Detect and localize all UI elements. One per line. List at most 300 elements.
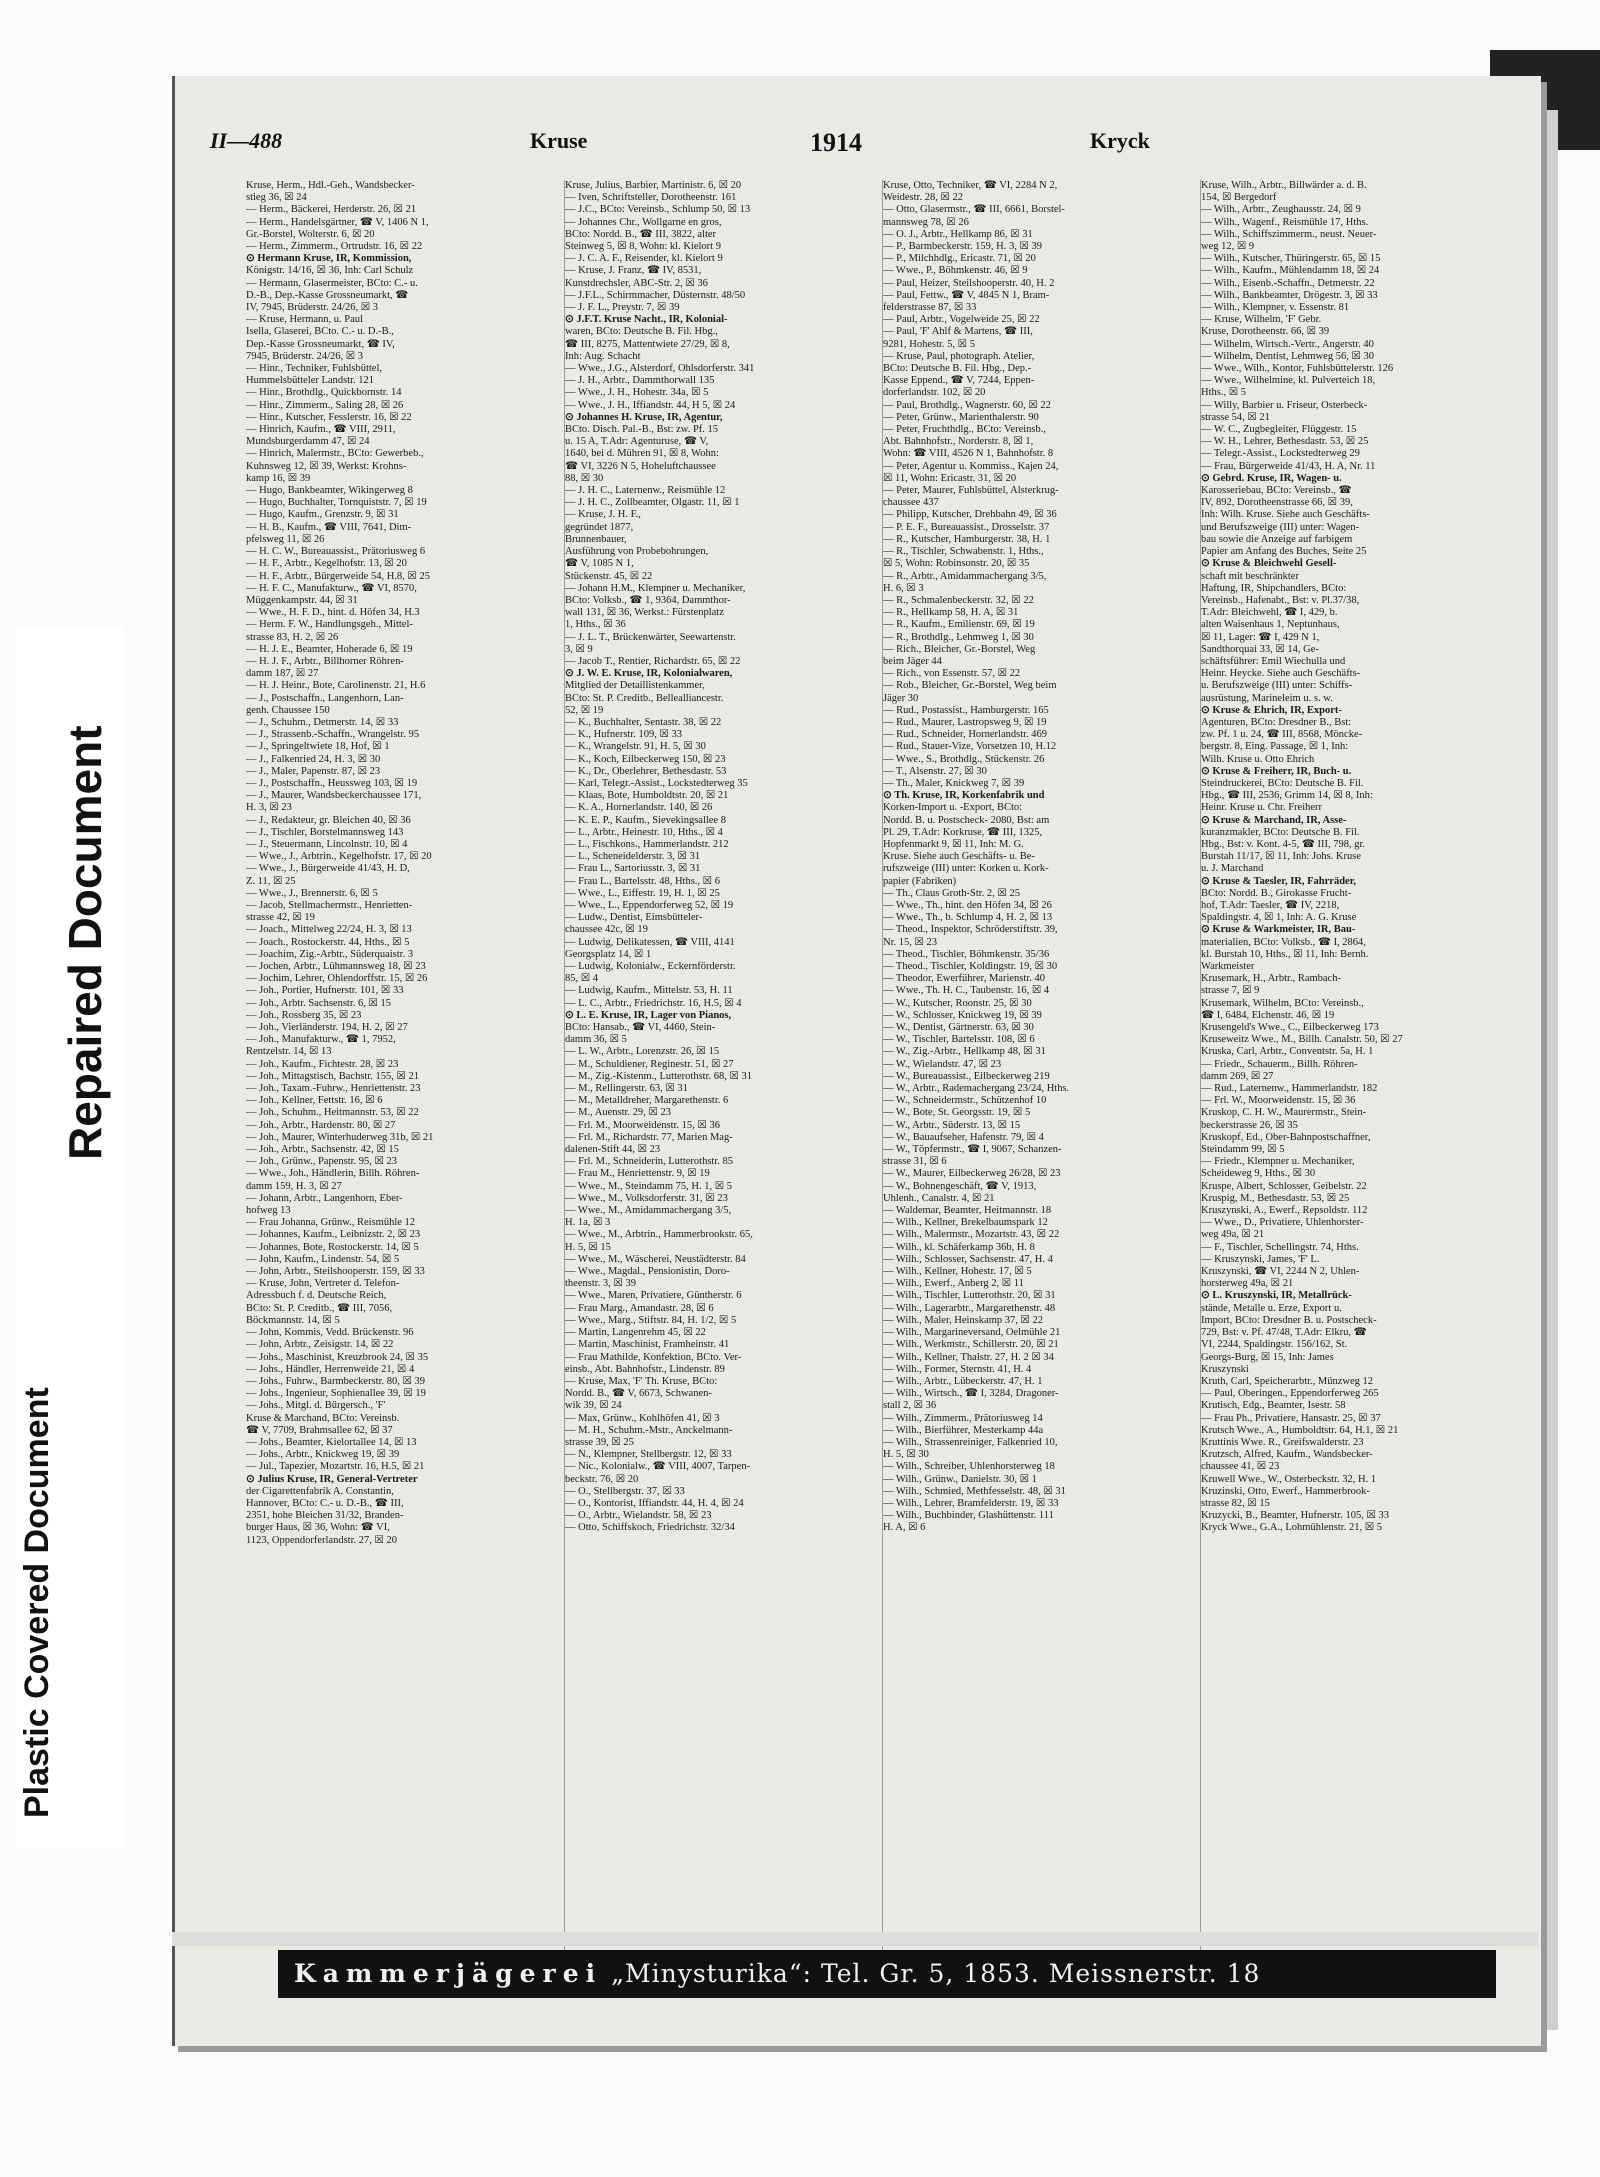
directory-line: Kruse, Otto, Techniker, ☎ VI, 2284 N 2, — [883, 180, 1058, 191]
directory-line: — Joh., Arbtr., Hardenstr. 80, ☒ 27 — [246, 1119, 396, 1131]
directory-column-4 — [1200, 180, 1501, 1950]
directory-line: — Ludwig, Delikatessen, ☎ VIII, 4141 — [565, 936, 735, 948]
directory-line: Kruspig, M., Bethesdastr. 53, ☒ 25 — [1201, 1192, 1350, 1204]
directory-line: — W., Tischler, Bartelsstr. 108, ☒ 6 — [883, 1034, 1035, 1046]
directory-line: kl. Burstah 10, Hths., ☒ 11, Inh: Bernh. — [1201, 948, 1369, 960]
directory-line: 85, ☒ 4 — [565, 973, 599, 985]
directory-line: — M., Schuldiener, Reginestr. 51, ☒ 27 — [565, 1058, 734, 1070]
directory-line: — Martin, Langenrehm 45, ☒ 22 — [565, 1327, 706, 1339]
directory-line: — J., Maler, Papenstr. 87, ☒ 23 — [246, 765, 381, 777]
directory-line: — Wwe., Th., hint. den Höfen 34, ☒ 26 — [883, 899, 1052, 911]
directory-columns — [246, 180, 1500, 1950]
directory-line: — Wilh., Klempner, v. Essenstr. 81 — [1201, 302, 1350, 314]
directory-line: Krusengeld's Wwe., C., Eilbeckerweg 173 — [1201, 1022, 1379, 1034]
directory-line: — Wilh., Ewerf., Anberg 2, ☒ 11 — [883, 1278, 1024, 1290]
directory-line: dorferlandstr. 102, ☒ 20 — [883, 387, 986, 399]
directory-line: — J., Schuhm., Detmerstr. 14, ☒ 33 — [246, 716, 399, 728]
directory-line: pfelsweg 11, ☒ 26 — [246, 533, 325, 545]
directory-line: — W., Bohnengeschäft, ☎ V, 1913, — [883, 1180, 1037, 1192]
directory-line: — Telegr.-Assist., Lockstedterweg 29 — [1201, 448, 1360, 460]
directory-line: 1, Hths., ☒ 36 — [565, 619, 626, 631]
directory-line: — Wilh., Werkmstr., Schillerstr. 20, ☒ 21 — [883, 1339, 1059, 1351]
directory-line: — O. J., Arbtr., Hellkamp 86, ☒ 31 — [883, 228, 1033, 240]
directory-line: — O., Stellbergstr. 37, ☒ 33 — [565, 1485, 685, 1497]
directory-line: — K. A., Hornerlandstr. 140, ☒ 26 — [565, 802, 713, 814]
directory-line: — Wwe., Th., b. Schlump 4, H. 2, ☒ 13 — [883, 912, 1053, 924]
directory-line: — Paul, Heizer, Steilshooperstr. 40, H. 2 — [883, 277, 1055, 289]
directory-line: Import, BCto: Dresdner B. u. Postscheck- — [1201, 1314, 1377, 1326]
directory-line: — W., Bureauassist., Eilbeckerweg 219 — [883, 1070, 1050, 1082]
directory-line: 1640, bei d. Mühren 91, ☒ 8, Wohn: — [565, 448, 719, 460]
directory-line: — Kruse, Hermann, u. Paul — [246, 314, 363, 326]
directory-line: bau sowie die Anzeige auf farbigem — [1201, 533, 1353, 545]
directory-line: BCto. Disch. Pal.-B., Bst: zw. Pf. 15 — [565, 424, 719, 436]
directory-line: — Wilh., Schmied, Methfesselstr. 48, ☒ 31 — [883, 1485, 1066, 1497]
directory-line: — Kruse, J. Franz, ☎ IV, 8531, — [565, 265, 702, 277]
directory-line: BCto: St. P. Creditb., Bellealliancestr. — [565, 692, 724, 704]
directory-column-2 — [564, 180, 865, 1950]
directory-line: Papier am Anfang des Buches, Seite 25 — [1201, 546, 1367, 558]
directory-line: — Wwe., J., Brennerstr. 6, ☒ 5 — [246, 887, 378, 899]
directory-line: Sandthorquai 33, ☒ 14, Ge- — [1201, 643, 1319, 655]
directory-line: — W., Maurer, Eilbeckerweg 26/28, ☒ 23 — [883, 1168, 1061, 1180]
directory-line: dalenen-Stift 44, ☒ 23 — [565, 1144, 661, 1156]
directory-line: — H. J. Heinr., Bote, Carolinenstr. 21, H.6 — [246, 680, 426, 692]
directory-line: — Hinrich, Kaufm., ☎ VIII, 2911, — [246, 424, 396, 436]
directory-line: BCto: Nordd. B., ☎ III, 3822, alter — [565, 228, 717, 240]
header-left-word: Kruse — [530, 128, 588, 153]
directory-line: 7945, Brüderstr. 24/26, ☒ 3 — [246, 350, 364, 362]
directory-line: — Wilh., Maler, Heinskamp 37, ☒ 22 — [883, 1314, 1044, 1326]
directory-line: — H. F., Arbtr., Bürgerweide 54, H.8, ☒ 25 — [246, 570, 430, 582]
directory-line: — Waldemar, Beamter, Heitmannstr. 18 — [883, 1205, 1052, 1217]
directory-line: — T., Alsenstr. 27, ☒ 30 — [883, 765, 987, 777]
directory-line: hof, T.Adr: Taesler, ☎ IV, 2218, — [1201, 899, 1340, 911]
directory-line: — J. C. A. F., Reisender, kl. Kielort 9 — [565, 253, 723, 265]
directory-line: ⊙ Kruse & Warkmeister, IR, Bau- — [1201, 924, 1356, 936]
directory-line: Brunnenbauer, — [565, 533, 627, 545]
directory-line: — K., Hufnerstr. 109, ☒ 33 — [565, 729, 683, 741]
directory-line: — Wwe., M., Amidammachergang 3/5, — [565, 1205, 732, 1217]
directory-line: — Joh., Maurer, Winterhuderweg 31b, ☒ 21 — [246, 1131, 434, 1143]
directory-line: — Frau, Bürgerweide 41/43, H. A, Nr. 11 — [1201, 460, 1376, 472]
directory-line: Krutsch Wwe., A., Humboldtstr. 64, H.1, ☒ 21 — [1201, 1424, 1399, 1436]
directory-line: — J.C., BCto: Vereinsb., Schlump 50, ☒ 13 — [565, 204, 751, 216]
directory-line: Agenturen, BCto: Dresdner B., Bst: — [1201, 716, 1352, 728]
directory-line: — W. C., Zugbegleiter, Flüggestr. 15 — [1201, 424, 1357, 436]
directory-line: Jäger 30 — [883, 692, 919, 704]
directory-line: — H. C. W., Bureauassist., Prätoriusweg 6 — [246, 546, 426, 558]
directory-line: ⊙ Kruse & Bleichwehl Gesell- — [1201, 558, 1337, 570]
directory-line: — Wilh., Kellner, Thalstr. 27, H. 2 ☒ 34 — [883, 1351, 1054, 1363]
directory-line: H. 1a, ☒ 3 — [565, 1217, 611, 1229]
directory-line: — Frau Ph., Privatiere, Hansastr. 25, ☒ 37 — [1201, 1412, 1381, 1424]
directory-line: — Frau L., Bartelsstr. 48, Hths., ☒ 6 — [565, 875, 720, 887]
directory-line: der Cigarettenfabrik A. Constantin, — [246, 1485, 394, 1497]
directory-line: — W. H., Lehrer, Bethesdastr. 53, ☒ 25 — [1201, 436, 1369, 448]
directory-line: — Johs., Händler, Herrenweide 21, ☒ 4 — [246, 1363, 415, 1375]
directory-line: — H. F., Arbtr., Kegelhofstr. 13, ☒ 20 — [246, 558, 407, 570]
directory-line: Mundsburgerdamm 47, ☒ 24 — [246, 436, 370, 448]
directory-line: chaussee 437 — [883, 497, 939, 509]
directory-line: Z. 11, ☒ 25 — [246, 875, 296, 887]
directory-line: — Herm., Bäckerei, Herderstr. 26, ☒ 21 — [246, 204, 417, 216]
directory-line: — Hinr., Kutscher, Fesslerstr. 16, ☒ 22 — [246, 411, 412, 423]
directory-line: T.Adr: Bleichwehl, ☎ I, 429, b. — [1201, 607, 1338, 619]
directory-line: — Wilh., Malermstr., Mozartstr. 43, ☒ 22 — [883, 1229, 1060, 1241]
directory-line: hofweg 13 — [246, 1205, 291, 1217]
directory-line: — M. H., Schuhm.-Mstr., Anckelmann- — [565, 1424, 733, 1436]
directory-line: — Frau Johanna, Grünw., Reismühle 12 — [246, 1217, 416, 1229]
directory-line: — J., Redakteur, gr. Bleichen 40, ☒ 36 — [246, 814, 411, 826]
directory-line: Hopfenmarkt 9, ☒ 11, Inh: M. G. — [883, 838, 1024, 850]
directory-line: chaussee 42c, ☒ 19 — [565, 924, 648, 936]
directory-line: — Wilh., Wagenf., Reismühle 17, Hths. — [1201, 216, 1369, 228]
directory-line: — Joh., Manufakturw., ☎ 1, 7952, — [246, 1034, 396, 1046]
directory-line: Kruse, Herm., Hdl.-Geh., Wandsbecker- — [246, 180, 415, 191]
directory-line: — Otto, Schiffskoch, Friedrichstr. 32/34 — [565, 1522, 735, 1534]
directory-line: — Wwe., M., Wäscherei, Neustädterstr. 84 — [565, 1253, 746, 1265]
page-header — [210, 128, 1490, 164]
directory-line: strasse 39, ☒ 25 — [565, 1436, 634, 1448]
directory-line: theenstr. 3, ☒ 39 — [565, 1278, 636, 1290]
directory-line: — Max, Grünw., Kohlhöfen 41, ☒ 3 — [565, 1412, 720, 1424]
directory-line: Mitglied der Detaillistenkammer, — [565, 680, 705, 692]
directory-line: Warkmeister — [1201, 961, 1255, 972]
directory-line: ⊙ J. W. E. Kruse, IR, Kolonialwaren, — [565, 668, 733, 680]
directory-line: — Jacob T., Rentier, Richardstr. 65, ☒ 22 — [565, 655, 741, 667]
directory-line: — R., Brothdlg., Lehmweg 1, ☒ 30 — [883, 631, 1034, 643]
directory-line: — Joh., Arbtr., Sachsenstr. 42, ☒ 15 — [246, 1144, 399, 1156]
directory-line: Kruttinis Wwe. R., Greifswalderstr. 23 — [1201, 1436, 1364, 1448]
directory-line: u. 15 A, T.Adr: Agenturuse, ☎ V, — [565, 436, 709, 448]
directory-line: — Wilh., Tischler, Lutterothstr. 20, ☒ 31 — [883, 1290, 1056, 1302]
directory-line: — R., Schmalenbeckerstr. 32, ☒ 22 — [883, 594, 1034, 606]
directory-line: — Kruse, J. H. F., — [565, 509, 641, 521]
directory-line: Kruszynski — [1201, 1363, 1249, 1375]
directory-column-3 — [882, 180, 1183, 1950]
page-number: II—488 — [210, 128, 283, 153]
directory-line: — Kruse, Max, 'F' Th. Kruse, BCto: — [565, 1375, 718, 1387]
directory-line: — Willy, Barbier u. Friseur, Osterbeck- — [1201, 399, 1368, 411]
directory-line: Burstah 11/17, ☒ 11, Inh: Johs. Kruse — [1201, 851, 1362, 863]
directory-line: Kruszynski, A., Ewerf., Repsoldstr. 112 — [1201, 1205, 1368, 1217]
directory-line: Nordd. B., ☎ V, 6673, Schwanen- — [565, 1388, 712, 1400]
directory-line: — J., Maurer, Wandsbeckerchaussee 171, — [246, 790, 422, 802]
repaired-document-label: Repaired Document — [59, 725, 111, 1160]
directory-line: — J., Postschaffn., Heussweg 103, ☒ 19 — [246, 777, 418, 789]
directory-line: — R., Hellkamp 58, H. A, ☒ 31 — [883, 607, 1019, 619]
directory-line: — Wilh., Bankbeamter, Drögestr. 3, ☒ 33 — [1201, 289, 1378, 301]
directory-line: — O., Arbtr., Wielandstr. 58, ☒ 23 — [565, 1510, 712, 1522]
directory-line: — Johs., Fuhrw., Barmbeckerstr. 80, ☒ 39 — [246, 1375, 426, 1387]
directory-line: — Rud., Maurer, Lastropsweg 9, ☒ 19 — [883, 716, 1047, 728]
directory-line: — Peter, Maurer, Fuhlsbüttel, Alsterkrug- — [883, 485, 1059, 497]
directory-line: — Wilh., Kutscher, Thüringerstr. 65, ☒ 15 — [1201, 253, 1381, 265]
directory-line: — Wilh., Schreiber, Uhlenhorsterweg 18 — [883, 1461, 1055, 1473]
directory-line: — L. W., Arbtr., Lorenzstr. 26, ☒ 15 — [565, 1046, 720, 1058]
directory-line: — J. H., Arbtr., Dammthorwall 135 — [565, 375, 715, 387]
directory-line: — Wilh., Grünw., Danielstr. 30, ☒ 1 — [883, 1473, 1037, 1485]
directory-line: H. 6, ☒ 3 — [883, 582, 924, 594]
directory-line: — Klaas, Bote, Humboldtstr. 20, ☒ 21 — [565, 790, 729, 802]
directory-line: Hths., ☒ 5 — [1201, 387, 1246, 399]
directory-line: — L., Scheneidelderstr. 3, ☒ 31 — [565, 851, 701, 863]
directory-line: — Wilh., Kellner, Brekelbaumspark 12 — [883, 1217, 1048, 1229]
directory-line: Müggenkampstr. 44, ☒ 31 — [246, 594, 358, 606]
directory-line: — Joh., Rossberg 35, ☒ 23 — [246, 1009, 362, 1021]
directory-line: — J. H. C., Zollbeamter, Olgastr. 11, ☒ 1 — [565, 497, 740, 509]
directory-line: Kruzycki, B., Beamter, Hufnerstr. 105, ☒ 33 — [1201, 1510, 1390, 1522]
directory-line: zw. Pf. 1 u. 24, ☎ III, 8568, Mönckе- — [1201, 729, 1363, 741]
directory-line: — L. C., Arbtr., Friedrichstr. 16, H.5, ☒ 4 — [565, 997, 742, 1009]
directory-line: einsb., Abt. Bahnhofstr., Lindenstr. 89 — [565, 1363, 725, 1375]
directory-line: damm 159, H. 3, ☒ 27 — [246, 1180, 342, 1192]
directory-line: — R., Kutscher, Hamburgerstr. 38, H. 1 — [883, 533, 1051, 545]
directory-line: Haftung, IR, Shipchandlers, BCto: — [1201, 582, 1347, 594]
directory-line: — Johs., Mitgl. d. Bürgersch., 'F' — [246, 1400, 386, 1412]
directory-line: Ausführung von Probebohrungen, — [565, 546, 709, 558]
directory-line: — Joh., Schuhm., Heitmannstr. 53, ☒ 22 — [246, 1107, 419, 1119]
directory-line: — Wilh., Eisenb.-Schaffn., Detmerstr. 22 — [1201, 277, 1375, 289]
directory-line: Hbg., Bst: v. Kont. 4-5, ☎ III, 798, gr. — [1201, 838, 1366, 850]
directory-line: chaussee 41, ☒ 23 — [1201, 1461, 1280, 1473]
directory-line: — P., Barmbeckerstr. 159, H. 3, ☒ 39 — [883, 241, 1043, 253]
directory-line: mannsweg 78, ☒ 26 — [883, 216, 969, 228]
directory-line: — Wwe., M., Volksdorferstr. 31, ☒ 23 — [565, 1192, 728, 1204]
directory-line: materialien, BCto: Volksb., ☎ I, 2864, — [1201, 936, 1366, 948]
directory-line: — Joh., Kellner, Fettstr. 16, ☒ 6 — [246, 1095, 383, 1107]
directory-line: damm 187, ☒ 27 — [246, 668, 319, 680]
directory-line: Krusemark, H., Arbtr., Rambach- — [1201, 973, 1341, 985]
directory-line: strasse 31, ☒ 6 — [883, 1156, 947, 1168]
directory-line: — Joach., Mittelweg 22/24, H. 3, ☒ 13 — [246, 924, 412, 936]
directory-line: — R., Tischler, Schwabenstr. 1, Hths., — [883, 546, 1044, 558]
directory-line: Krusemark, Wilhelm, BCto: Vereinsb., — [1201, 997, 1364, 1009]
directory-line: — Th., Claus Groth-Str. 2, ☒ 25 — [883, 887, 1020, 899]
directory-line: kamp 16, ☒ 39 — [246, 472, 311, 484]
directory-line: H. 5, ☒ 15 — [565, 1241, 611, 1253]
directory-line: Böckmannstr. 14, ☒ 5 — [246, 1314, 340, 1326]
directory-line: schäftsführer: Emil Wiechulla und — [1201, 655, 1346, 667]
directory-line: — Wilh., Kaufm., Mühlendamm 18, ☒ 24 — [1201, 265, 1380, 277]
directory-line: u. Berufszweige (III) unter: Schiffs- — [1201, 680, 1353, 692]
directory-line: D.-B., Dep.-Kasse Grossneumarkt, ☎ — [246, 289, 409, 301]
directory-line: wall 131, ☒ 36, Werkst.: Fürstenplatz — [565, 607, 724, 619]
directory-line: — Wilh., Former, Sternstr. 41, H. 4 — [883, 1363, 1032, 1375]
directory-line: — Rud., Schneider, Hornerlandstr. 469 — [883, 729, 1048, 741]
directory-line: felderstrasse 87, ☒ 33 — [883, 302, 977, 314]
directory-line: bergstr. 8, Eing. Passage, ☒ 1, Inh: — [1201, 741, 1349, 753]
directory-line: — Hugo, Bankbeamter, Wikingerweg 8 — [246, 485, 413, 497]
directory-line: 1123, Oppendorferlandstr. 27, ☒ 20 — [246, 1534, 398, 1546]
directory-line: — R., Kaufm., Emilienstr. 69, ☒ 19 — [883, 619, 1035, 631]
directory-line: — Iven, Schriftsteller, Dorotheenstr. 161 — [565, 192, 737, 204]
directory-line: — Frl. M., Moorweidenstr. 15, ☒ 36 — [565, 1119, 720, 1131]
directory-line: beckstr. 76, ☒ 20 — [565, 1473, 639, 1485]
directory-line: — Joh., Taxam.-Fuhrw., Henriettenstr. 23 — [246, 1083, 421, 1095]
directory-line: Georgsplatz 14, ☒ 1 — [565, 948, 652, 960]
directory-line: Steinweg 5, ☒ 8, Wohn: kl. Kielort 9 — [565, 241, 721, 253]
directory-line: Weidestr. 28, ☒ 22 — [883, 192, 964, 204]
directory-line: Kruspe, Albert, Schlosser, Geibelstr. 22 — [1201, 1180, 1367, 1192]
directory-line: Kruska, Carl, Arbtr., Conventstr. 5a, H. 1 — [1201, 1046, 1374, 1058]
directory-line: ⊙ L. Kruszynski, IR, Metallrück- — [1201, 1290, 1352, 1302]
advertisement-banner — [278, 1950, 1496, 1998]
directory-line: Kruskopf, Ed., Ober-Bahnpostschaffner, — [1201, 1131, 1371, 1143]
directory-line: — L., Fischkons., Hammerlandstr. 212 — [565, 838, 729, 850]
directory-line: stall 2, ☒ 36 — [883, 1400, 937, 1412]
directory-line: — W., Kutscher, Roonstr. 25, ☒ 30 — [883, 997, 1032, 1009]
directory-line: strasse 83, H. 2, ☒ 26 — [246, 631, 339, 643]
directory-line: 88, ☒ 30 — [565, 472, 604, 484]
directory-line: Georgs-Burg, ☒ 15, Inh: James — [1201, 1351, 1334, 1363]
directory-line: — Wilh., Margarineversand, Oelmühle 21 — [883, 1327, 1061, 1339]
directory-line: — W., Bote, St. Georgsstr. 19, ☒ 5 — [883, 1107, 1031, 1119]
directory-line: — K. E. P., Kaufm., Sievekingsallee 8 — [565, 814, 726, 826]
directory-line: — Theodor, Ewerführer, Marienstr. 40 — [883, 973, 1045, 985]
directory-line: Pl. 29, T.Adr: Korkruse, ☎ III, 1325, — [883, 826, 1043, 838]
directory-line: Kruzinski, Otto, Ewerf., Hammerbrook- — [1201, 1485, 1370, 1497]
directory-line: Kruseweitz Wwe., M., Billh. Canalstr. 50, ☒ 27 — [1201, 1034, 1403, 1046]
directory-line: — Kruse, Paul, photograph. Atelier, — [883, 350, 1035, 362]
directory-line: Kasse Eppend., ☎ V, 7244, Eppen- — [883, 375, 1035, 387]
directory-line: Königstr. 14/16, ☒ 36, Inh: Carl Schulz — [246, 265, 414, 277]
directory-line: — Paul, 'F' Ahlf & Martens, ☎ III, — [883, 326, 1033, 338]
directory-line: — Joh., Arbtr. Sachsenstr. 6, ☒ 15 — [246, 997, 392, 1009]
directory-line: strasse 82, ☒ 15 — [1201, 1497, 1270, 1509]
directory-line: burger Haus, ☒ 36, Wohn: ☎ VI, — [246, 1522, 390, 1534]
directory-line: — Frau Mathilde, Konfektion, BCto. Ver- — [565, 1351, 742, 1363]
directory-line: rufszweige (III) unter: Korken u. Kork- — [883, 863, 1049, 875]
directory-line: — Rud., Laternenw., Hammerlandstr. 182 — [1201, 1083, 1378, 1095]
directory-line: — R., Arbtr., Amidammachergang 3/5, — [883, 570, 1047, 582]
directory-line: ☒ 5, Wohn: Robinsonstr. 20, ☒ 35 — [883, 558, 1030, 570]
directory-line: — Wwe., S., Brothdlg., Stückenstr. 26 — [883, 753, 1045, 765]
directory-line: und Berufszweige (III) unter: Wagen- — [1201, 521, 1360, 533]
directory-line: ☎ V, 1085 N 1, — [565, 558, 634, 570]
directory-line: — Wwe., P., Böhmkenstr. 46, ☒ 9 — [883, 265, 1028, 277]
directory-line: — Philipp, Kutscher, Drehbahn 49, ☒ 36 — [883, 509, 1057, 521]
directory-line: — W., Arbtr., Rademachergang 23/24, Hths. — [883, 1083, 1070, 1095]
directory-line: — Rud., Postassist., Hamburgerstr. 165 — [883, 704, 1049, 716]
directory-line: — Wilh., Schlosser, Sachsenstr. 47, H. 4 — [883, 1253, 1053, 1265]
directory-line: — Herm., Handelsgärtner, ☎ V, 1406 N 1, — [246, 216, 429, 228]
directory-line: — Wilh., Zimmerm., Prätoriusweg 14 — [883, 1412, 1043, 1424]
directory-line: Nr. 15, ☒ 23 — [883, 936, 938, 948]
directory-line: — J. L. T., Brückenwärter, Seewartenstr. — [565, 631, 736, 643]
directory-line: wik 39, ☒ 24 — [565, 1400, 622, 1412]
directory-line: Wilh. Kruse u. Otto Ehrich — [1201, 753, 1315, 765]
directory-line: — Frl. M., Richardstr. 77, Marien Mag- — [565, 1131, 733, 1143]
directory-line: Scheideweg 9, Hths., ☒ 30 — [1201, 1168, 1316, 1180]
directory-line: — Wwe., H. F. D., hint. d. Höfen 34, H.3 — [246, 607, 420, 619]
directory-line: — Ludw., Dentist, Eimsbütteler- — [565, 912, 703, 924]
directory-line: — John, Arbtr., Zeisigstr. 14, ☒ 22 — [246, 1339, 394, 1351]
directory-line: — K., Wrangelstr. 91, H. 5, ☒ 30 — [565, 741, 706, 753]
directory-line: 729, Bst: v. Pf. 47/48, T.Adr: Elkru, ☎ — [1201, 1327, 1367, 1339]
directory-line: ☎ V, 7709, Brahmsallee 62, ☒ 37 — [246, 1424, 393, 1436]
directory-line: Hbg., ☎ III, 2536, Grimm 14, ☒ 8, Inh: — [1201, 790, 1373, 802]
directory-line: — Frl. W., Moorweidenstr. 15, ☒ 36 — [1201, 1095, 1356, 1107]
directory-line: — Kruszynski, James, 'F' L. — [1201, 1253, 1320, 1265]
directory-line: — Wilh., Schiffszimmerm., neust. Neuer- — [1201, 228, 1377, 240]
directory-line: IV, 7945, Brüderstr. 24/26, ☒ 3 — [246, 302, 379, 314]
directory-line: Abt. Bahnhofstr., Norderstr. 8, ☒ 1, — [883, 436, 1034, 448]
directory-line: — J. H. C., Laternenw., Reismühle 12 — [565, 485, 726, 497]
directory-line: — W., Töpfermstr., ☎ I, 9067, Schanzen- — [883, 1144, 1062, 1156]
directory-line: H. A, ☒ 6 — [883, 1522, 926, 1534]
directory-line: Nordd. B. u. Postscheck- 2080, Bst: am — [883, 814, 1050, 826]
directory-line: — M., Zig.-Kistenm., Lutterothstr. 68, ☒ 31 — [565, 1070, 753, 1082]
directory-line: — Wwe., Magdal., Pensionistin, Doro- — [565, 1266, 730, 1278]
directory-line: — Otto, Glasermstr., ☎ III, 6661, Borstel- — [883, 204, 1065, 216]
directory-line: damm 36, ☒ 5 — [565, 1034, 627, 1046]
directory-line: Heinr. Heycke. Siehe auch Geschäfts- — [1201, 668, 1361, 680]
directory-line: — Joh., Vierländerstr. 194, H. 2, ☒ 27 — [246, 1022, 408, 1034]
directory-line: — Peter, Fruchthdlg., BCto: Vereinsb., — [883, 424, 1047, 436]
directory-line: Rentzelstr. 14, ☒ 13 — [246, 1046, 332, 1058]
directory-line: — Johann H.M., Klempner u. Mechaniker, — [565, 582, 746, 594]
directory-line: — Karl, Telegr.-Assist., Lockstedterweg 35 — [565, 777, 748, 789]
directory-line: — John, Kaufm., Lindenstr. 54, ☒ 5 — [246, 1253, 400, 1265]
directory-line: Kruse & Marchand, BCto: Vereinsb. — [246, 1412, 400, 1424]
directory-line: damm 269, ☒ 27 — [1201, 1070, 1274, 1082]
directory-line: — W., Schlosser, Knickweg 19, ☒ 39 — [883, 1009, 1042, 1021]
directory-line: — Frl. M., Schneiderin, Lutterothstr. 85 — [565, 1156, 733, 1168]
directory-line: — Hinr., Brothdlg., Quickbornstr. 14 — [246, 387, 402, 399]
directory-line: — Rud., Stauer-Vize, Vorsetzen 10, H.12 — [883, 741, 1057, 753]
directory-line: — Paul, Fettw., ☎ V, 4845 N 1, Bram- — [883, 289, 1050, 301]
directory-line: u. J. Marchand — [1201, 863, 1264, 875]
directory-line: — P. E. F., Bureauassist., Drosselstr. 37 — [883, 521, 1050, 533]
directory-line: — W., Schneidermstr., Schützenhof 10 — [883, 1095, 1047, 1107]
directory-line: — Jochim, Lehrer, Ohlendorffstr. 15, ☒ 26 — [246, 973, 428, 985]
directory-line: — P., Milchhdlg., Ericastr. 71, ☒ 20 — [883, 253, 1036, 265]
directory-line: ☎ III, 8275, Mattentwiete 27/29, ☒ 8, — [565, 338, 730, 350]
directory-line: Dep.-Kasse Grossneumarkt, ☎ IV, — [246, 338, 395, 350]
directory-line: waren, BCto: Deutsche B. Fil. Hbg., — [565, 326, 718, 338]
directory-line: ⊙ Kruse & Freiherr, IR, Buch- u. — [1201, 765, 1352, 777]
directory-line: — Wwe., Th. H. C., Taubenstr. 16, ☒ 4 — [883, 985, 1050, 997]
directory-line: Gr.-Borstel, Wolterstr. 6, ☒ 20 — [246, 228, 375, 240]
directory-line: ⊙ L. E. Kruse, IR, Lager von Pianos, — [565, 1009, 732, 1021]
scan-strip — [172, 1932, 1538, 1946]
directory-line: — Jochen, Arbtr., Lühmannsweg 18, ☒ 23 — [246, 961, 426, 972]
directory-line: BCto: St. P. Creditb., ☎ III, 7056, — [246, 1302, 393, 1314]
directory-line: — Herm., Zimmerm., Ortrudstr. 16, ☒ 22 — [246, 241, 423, 253]
directory-line: — Hinr., Zimmerm., Saling 28, ☒ 26 — [246, 399, 404, 411]
directory-line: — W., Bauaufseher, Hafenstr. 79, ☒ 4 — [883, 1131, 1044, 1143]
directory-line: — Wwe., J.G., Alsterdorf, Ohlsdorferstr. 341 — [565, 363, 755, 375]
directory-line: Vereinsb., Hafenabt., Bst: v. Pl.37/38, — [1201, 594, 1360, 606]
directory-line: — H. J. F., Arbtr., Billhorner Röhren- — [246, 655, 404, 667]
directory-line: ⊙ Gebrd. Kruse, IR, Wagen- u. — [1201, 472, 1342, 484]
directory-line: — H. F. C., Manufakturw., ☎ VI, 8570, — [246, 582, 417, 594]
directory-line: Karosseriebau, BCto: Vereinsb., ☎ — [1201, 485, 1352, 497]
directory-line: 9281, Hohestr. 5, ☒ 5 — [883, 338, 975, 350]
directory-line: Inh: Aug. Schacht — [565, 350, 641, 362]
directory-line: strasse 7, ☒ 9 — [1201, 985, 1260, 997]
directory-line: — Wilh., Arbtr., Zeughausstr. 24, ☒ 9 — [1201, 204, 1361, 216]
directory-line: — Wwe., M., Steindamm 75, H. 1, ☒ 5 — [565, 1180, 733, 1192]
directory-line: — Wilh., Lagerarbtr., Margarethenstr. 48 — [883, 1302, 1056, 1314]
directory-line: Wohn: ☎ VIII, 4526 N 1, Bahnhofstr. 8 — [883, 448, 1054, 460]
directory-line: — Wwe., Wilh., Kontor, Fuhlsbüttelerstr. 126 — [1201, 363, 1394, 375]
directory-line: — Th., Maler, Knickweg 7, ☒ 39 — [883, 777, 1025, 789]
directory-line: Adressbuch f. d. Deutsche Reich, — [246, 1290, 387, 1302]
directory-line: — Wwe., Wilhelmine, kl. Pulverteich 18, — [1201, 375, 1376, 387]
